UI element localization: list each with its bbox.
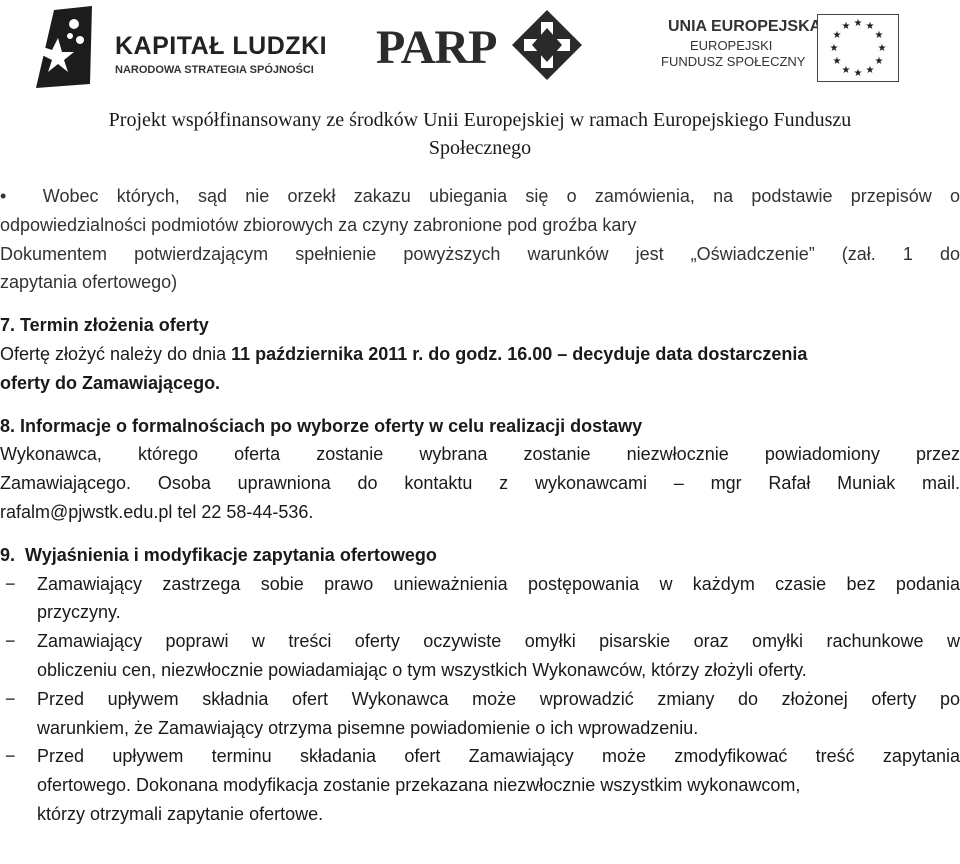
eu-line2: EUROPEJSKI: [690, 38, 773, 53]
svg-text:★: ★: [865, 21, 875, 32]
parp-wordmark: PARP: [376, 21, 497, 74]
list-item: − Zamawiający poprawi w treści oferty oczywiste omyłki pisarskie oraz omyłki rachunkowe w obliczeniu cen, niezwłocznie powiadamiając o tym wszystkich Wykonawców, którzy złożyli oferty.: [0, 627, 960, 685]
svg-text:★: ★: [853, 18, 863, 29]
svg-text:★: ★: [853, 68, 863, 79]
dash-icon: −: [5, 631, 16, 652]
svg-text:★: ★: [832, 30, 842, 41]
parp-diamond-icon: [510, 8, 584, 82]
section-7-line-1: Ofertę złożyć należy do dnia 11 października 2011 r. do godz. 16.00 – decyduje data dostarczenia: [0, 343, 808, 364]
section-8: [0, 412, 960, 527]
list-item: − Przed upływem składnia ofert Wykonawca może wprowadzić zmiany do złożonej oferty po warunkiem, że Zamawiający otrzyma pisemne powiadomienie o ich wprowadzeniu.: [0, 685, 960, 743]
section-7: [0, 311, 960, 397]
intro-line-4: zapytania ofertowego): [0, 272, 178, 293]
dash-icon: −: [5, 573, 16, 594]
section-9: [0, 541, 960, 829]
document-body: [0, 182, 960, 829]
intro-line-3: Dokumentem potwierdzającym spełnienie powyższych warunków jest „Oświadczenie” (zał. 1 do: [0, 243, 960, 264]
section-8-line-1: Wykonawca, którego oferta zostanie wybrana zostanie niezwłocznie powiadomiony przez: [0, 444, 960, 465]
kapital-ludzki-logo: [30, 4, 330, 92]
intro-line-1: • Wobec których, sąd nie orzekł zakazu ubiegania się o zamówienia, na podstawie przepisów o: [0, 186, 960, 206]
section-8-heading: 8. Informacje o formalnościach po wyborze oferty w celu realizacji dostawy: [0, 415, 643, 436]
logo-header: [0, 0, 960, 92]
svg-text:★: ★: [874, 56, 884, 67]
list-item: − Zamawiający zastrzega sobie prawo unieważnienia postępowania w każdym czasie bez podania przyczyny.: [0, 570, 960, 628]
eu-logo: [655, 14, 935, 80]
eu-flag-icon: [817, 14, 899, 82]
svg-text:★: ★: [877, 43, 887, 54]
project-funding-note: [20, 106, 940, 162]
project-line-1: Projekt współfinansowany ze środków Unii Europejskiej w ramach Europejskiego Funduszu: [108, 109, 852, 131]
kapital-ludzki-subtitle: NARODOWA STRATEGIA SPÓJNOŚCI: [115, 64, 314, 76]
section-7-line-2: oferty do Zamawiającego.: [0, 372, 221, 393]
bullet-icon: •: [0, 186, 7, 206]
intro-line-2: odpowiedzialności podmiotów zbiorowych za czyny zabronione pod groźba kary: [0, 214, 637, 235]
svg-text:★: ★: [874, 30, 884, 41]
dash-icon: −: [5, 746, 16, 767]
svg-text:★: ★: [841, 65, 851, 76]
eu-title: UNIA EUROPEJSKA: [668, 18, 822, 35]
section-8-line-3: rafalm@pjwstk.edu.pl tel 22 58-44-536.: [0, 501, 314, 522]
kapital-ludzki-title: KAPITAŁ LUDZKI: [115, 32, 328, 60]
kapital-ludzki-emblem-icon: [30, 6, 100, 88]
dash-icon: −: [5, 688, 16, 709]
svg-text:★: ★: [829, 43, 839, 54]
section-9-heading: 9. Wyjaśnienia i modyfikacje zapytania ofertowego: [0, 544, 437, 565]
section-7-heading: 7. Termin złożenia oferty: [0, 315, 209, 336]
section-8-line-2: Zamawiającego. Osoba uprawniona do kontaktu z wykonawcami – mgr Rafał Muniak mail.: [0, 473, 960, 494]
intro-paragraph: [0, 182, 960, 297]
svg-text:★: ★: [865, 65, 875, 76]
svg-text:★: ★: [832, 56, 842, 67]
svg-text:★: ★: [841, 21, 851, 32]
project-line-2: Społecznego: [428, 137, 532, 159]
list-item: − Przed upływem terminu składania ofert Zamawiający może zmodyfikować treść zapytania ofertowego. Dokonana modyfikacja zostanie przekazana niezwłocznie wszystkim wykonawcom, którzy otrzymali zapytanie ofertowe.: [0, 742, 960, 828]
parp-logo: [376, 8, 596, 82]
eu-line3: FUNDUSZ SPOŁECZNY: [661, 54, 806, 69]
